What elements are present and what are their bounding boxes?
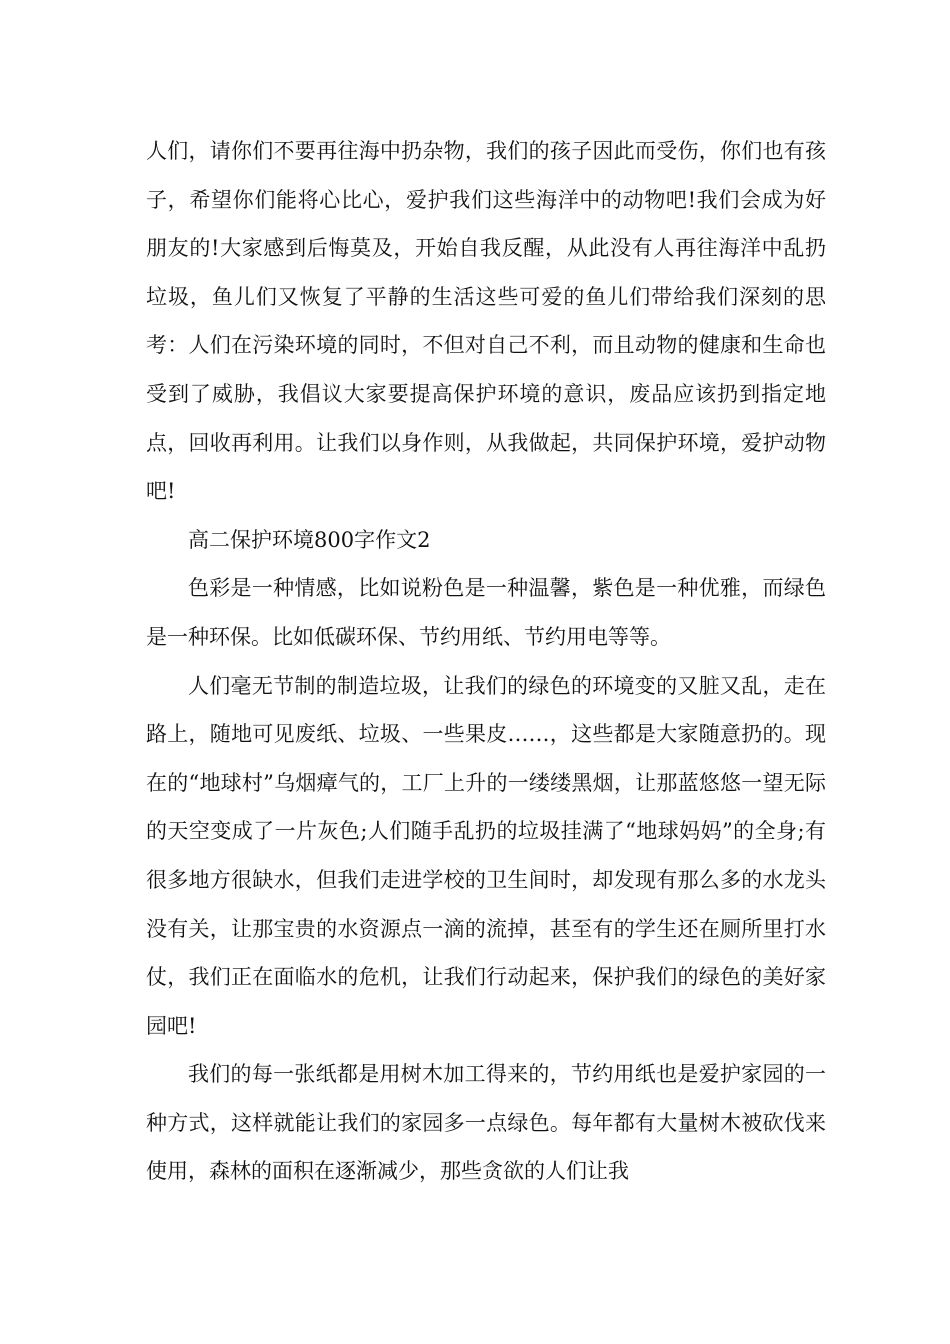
document-body (146, 127, 826, 1196)
paragraph-4: 我们的每一张纸都是用树木加工得来的，节约用纸也是爱护家园的一种方式，这样就能让我们的家园多一点绿色。每年都有大量树木被砍伐来使用，森林的面积在逐渐减少，那些贪欲的人们让我 (146, 1062, 826, 1184)
paragraph-1: 人们，请你们不要再往海中扔杂物，我们的孩子因此而受伤，你们也有孩子，希望你们能将心比心，爱护我们这些海洋中的动物吧!我们会成为好朋友的!大家感到后悔莫及，开始自我反醒，从此没有人再往海洋中乱扔垃圾，鱼儿们又恢复了平静的生活这些可爱的鱼儿们带给我们深刻的思考：人们在污染环境的同时，不但对自己不利，而且动物的健康和生命也受到了威胁，我倡议大家要提高保护环境的意识，废品应该扔到指定地点，回收再利用。让我们以身作则，从我做起，共同保护环境，爱护动物吧! (146, 139, 826, 504)
paragraph-2: 色彩是一种情感，比如说粉色是一种温馨，紫色是一种优雅，而绿色是一种环保。比如低碳环保、节约用纸、节约用电等等。 (146, 576, 826, 649)
section-heading: 高二保护环境800字作文2 (188, 527, 431, 552)
paragraph-3: 人们毫无节制的制造垃圾，让我们的绿色的环境变的又脏又乱，走在路上，随地可见废纸、垃圾、一些果皮……，这些都是大家随意扔的。现在的“地球村”乌烟瘴气的，工厂上升的一缕缕黑烟，让那蓝悠悠一望无际的天空变成了一片灰色;人们随手乱扔的垃圾挂满了“地球妈妈”的全身;有很多地方很缺水，但我们走进学校的卫生间时，却发现有那么多的水龙头没有关，让那宝贵的水资源点一滴的流掉，甚至有的学生还在厕所里打水仗，我们正在面临水的危机，让我们行动起来，保护我们的绿色的美好家园吧! (146, 673, 826, 1038)
